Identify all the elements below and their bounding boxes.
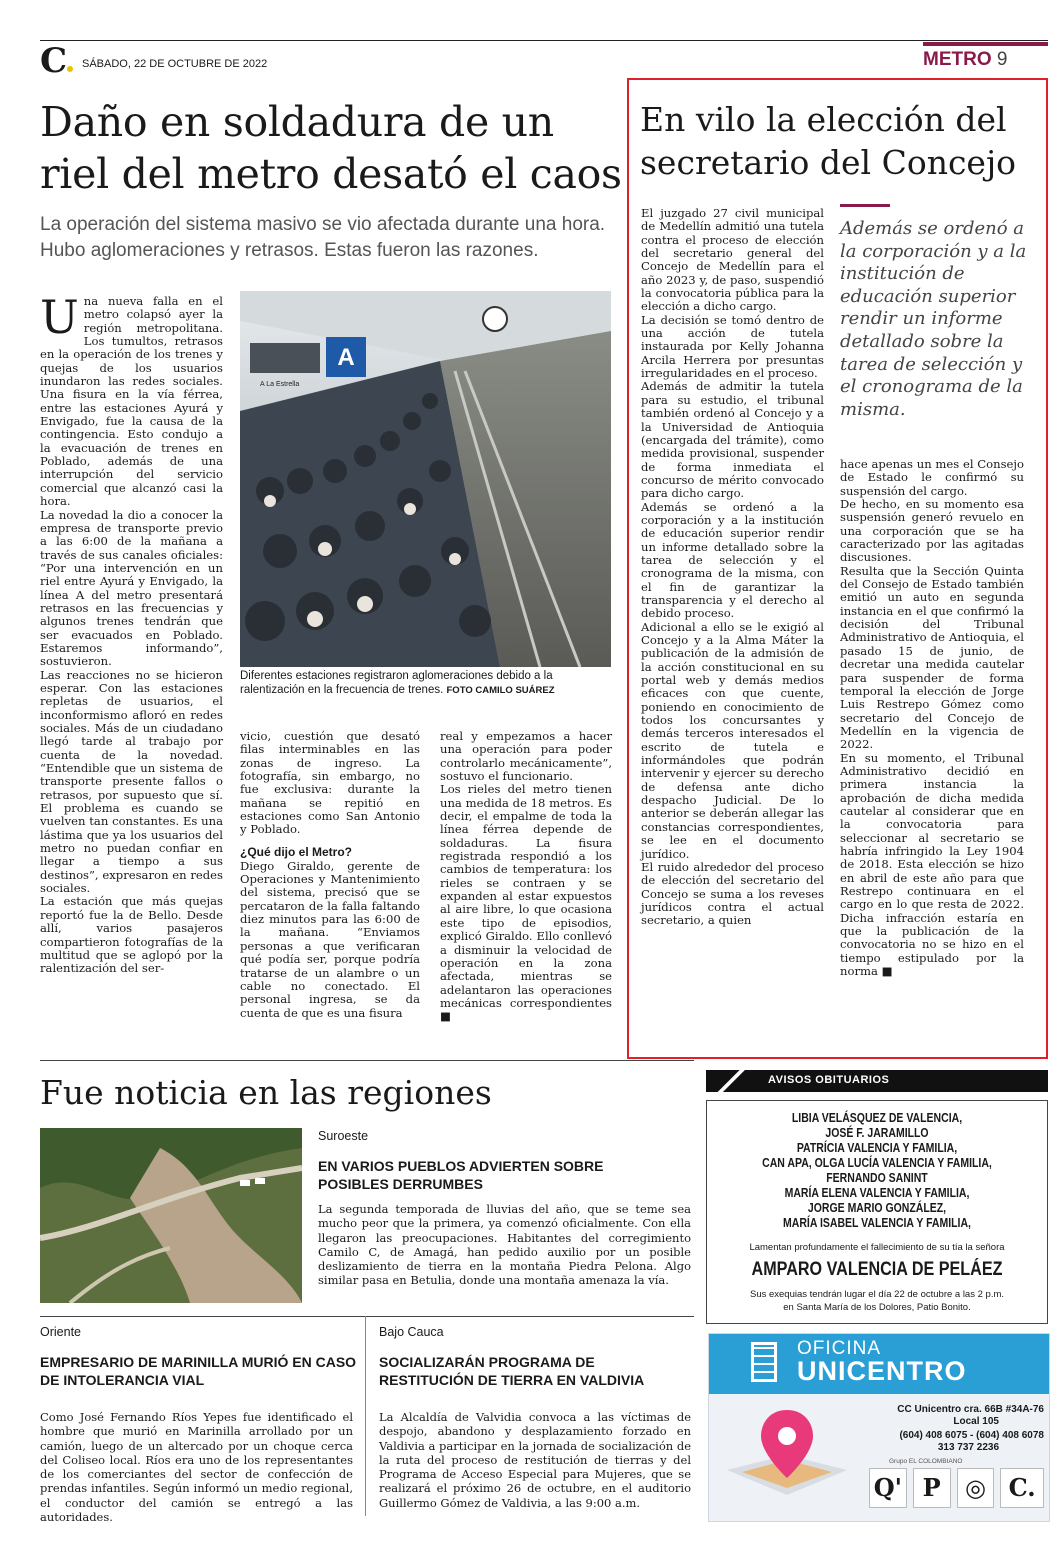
lead-col1-first: na nueva falla en el metro colapsó ayer la región metropolitana. Los tumultos, retrasos en la operación de los trenes y quejas de los usuarios inundaron las redes sociales. Una fisura en la vía férrea, entre las estaciones Ayurá y Envigado, fue la causa de la contingencia. Esto condujo a la evacuación de trenes en Poblado, además de una interrupción del servicio comercial que alcanzó casi la hora.: [40, 294, 223, 509]
side-pullquote: Además se ordenó a la corporación y a la institución de educación superior rendir un informe detallado sobre la tarea de selección y el cronograma de la misma.: [840, 218, 1027, 420]
regions-top-rule: [40, 1060, 694, 1061]
region-headline-suroeste: EN VARIOS PUEBLOS ADVIERTEN SOBRE POSIBLES DERRUMBES: [318, 1158, 604, 1192]
side-col2-text: hace apenas un mes el Consejo de Estado le confirmó su suspensión del cargo. De hecho, en su momento esa suspensión generó revuelo en una corporación que se ha caracterizado por las agitadas discusiones. Resulta que la Sección Quinta del Consejo de Estado también emitió un auto en segunda instancia en el que confirmó la decisión del Tribunal Administrativo de Antioquia, el pasado 15 de junio, de decretar una medida cautelar para suspender de forma temporal la elección de Jorge Luis Restrepo Gómez como secretario del Concejo de Medellín en la vigencia de 2022. En su momento, el Tribunal Administrativo decidió en primera instancia la aprobación de dicha medida cautelar al considerar que en la convocatoria para seleccionar al secretario se habría infringido la Ley 1904 de 2018. Esta elección se hizo en abril de este año para que Restrepo continuara en el cargo en lo que resta de 2022. Dicha infracción estaría en que la publicación de la convocatoria no se hizo en el tiempo estipulado por la norma ■: [840, 457, 1024, 979]
map-pin-icon: [717, 1400, 857, 1515]
region-headline-bajo-cauca: SOCIALIZARÁN PROGRAMA DE RESTITUCIÓN DE TIERRA EN VALDIVIA: [379, 1354, 645, 1388]
landslide-photo: [40, 1128, 302, 1303]
ad-title-small: OFICINA: [797, 1338, 882, 1359]
landslide-illustration: [40, 1128, 302, 1303]
section-label: [923, 49, 1007, 71]
newspaper-logo: C: [40, 44, 73, 78]
ad-title-big: UNICENTRO: [797, 1356, 967, 1386]
obituary-name-8: MARÍA ISABEL VALENCIA Y FAMILIA,: [783, 1215, 971, 1230]
lead-headline-line1: Daño en soldadura de un: [40, 98, 554, 146]
top-rule: [40, 40, 1048, 41]
obituary-name-3: PATRÍCIA VALENCIA Y FAMILIA,: [796, 1140, 958, 1155]
lead-col-3: [440, 730, 612, 1024]
lead-col2-text2: Diego Giraldo, gerente de Operaciones y Mantenimiento del sistema, precisó que se percataron de la falla faltando diez minutos para las 6:00 de la mañana. “Enviamos personas a que verificaran qué podía ser, porque podría tratarse de un alambre o un cable no conectado. El personal ingresa, se da cuenta de que es una fisura: [240, 858, 420, 1020]
region-label-oriente: Oriente: [40, 1325, 81, 1339]
region-label-suroeste: Suroeste: [318, 1129, 369, 1143]
obituary-header-bar: [706, 1070, 1048, 1092]
lead-col1-rest: La novedad la dio a conocer la empresa de transporte previo a las 6:00 de la mañana a través de sus canales oficiales: “Por una intervención en un riel entre Ayurá y Envigado, la línea A del metro presentará retrasos en las frecuencias y algunos trenes tendrán que ser evacuados en Poblado. Estaremos informando”, sostuvieron. Las reacciones no se hicieron esperar. Con las estaciones repletas de usuarios, el inconformismo afloró en redes sociales. Más de un ciudadano llegó tarde al trabajo por cuenta de la novedad. “Entendible que un sistema de transporte presente fallos o retrasos, por supuesto que sí. El problema es cuando se vuelven tan constantes. Es una lástima que ya los usuarios del metro no puedan confiar en llegar a tiempo a sus destinos”, expresaron en redes sociales. La estación que más quejas reportó fue la de Bello. Desde allí, varios pasajeros compartieron fotografías de la multitud que se aglopó por la ralentización del ser-: [40, 507, 223, 976]
obituary-deceased: AMPARO VALENCIA DE PELÁEZ: [751, 1259, 1003, 1280]
lead-headline: [40, 96, 630, 200]
obituary-lament: Lamentan profundamente el fallecimiento de su tía la señora: [749, 1242, 1005, 1253]
lead-col-2: [240, 730, 420, 1020]
side-headline-line2: secretario del Concejo: [640, 143, 1017, 182]
obituary-name-4: CAN APA, OLGA LUCÍA VALENCIA Y FAMILIA,: [762, 1155, 992, 1170]
side-headline: [640, 98, 1040, 184]
region-body-oriente: Como José Fernando Ríos Yepes fue identificado el hombre que murió en Marinilla arrollado por un camión, luego de un altercado por un choque cerca del Coliseo local. Ríos era uno de los representantes de los comerciantes del sector de confección de prendas infantiles. Según informó un medio regional, el conductor del camión se entregó a las autoridades.: [40, 1410, 353, 1525]
side-col1-text: El juzgado 27 civil municipal de Medellín admitió una tutela contra el proceso de elección del secretario general del Concejo de Medellín para el año 2023 y, de paso, suspendió la convocatoria pública para la elección a dicho cargo. La decisión se tomó dentro de una acción de tutela instaurada por Kelly Johanna Arcila Herrera por presuntas irregularidades en el proceso. Además de admitir la tutela para su estudio, el tribunal también ordenó al Concejo y a la Universidad de Antioquia (encargada del trámite), como medida provisional, suspender de forma inmediata el concurso de mérito convocado para dicho cargo. Además se ordenó a la corporación y a la institución de educación superior rendir un informe detallado sobre la tarea de selección y el cronograma de la misma, con el fin de garantizar la transparencia y el derecho al debido proceso. Adicional a ello se le exigió al Concejo y a la Alma Máter la publicación de la admisión de la acción constitucional en su portal web y demás medios eficaces con que cuente, poniendo en conocimiento de todos los concursantes y demás terceros interesados el escrito de tutela e informándoles que podrán intervenir y ejercer su derecho de defensa ante dicho despacho Judicial. De lo anterior se deberán allegar las constancias correspondientes, se lee en el documento jurídico. El ruido alrededor del proceso de elección del secretario del Concejo se suma a los reveses jurídicos contra el actual secretario, a quien: [641, 206, 824, 928]
regions-title: Fue noticia en las regiones: [40, 1073, 492, 1112]
brand-q: Q': [869, 1468, 907, 1508]
metro-crowd-photo: [240, 291, 611, 667]
lead-subhead: ¿Qué dijo el Metro?: [240, 844, 353, 859]
ad-brand-row: [869, 1468, 1044, 1510]
metro-direction-sign: A La Estrella: [260, 381, 300, 388]
metro-crowd-illustration: [240, 291, 611, 667]
obituary-name-2: JOSÉ F. JARAMILLO: [825, 1125, 929, 1140]
obituary-service-1: Sus exequias tendrán lugar el día 22 de octubre a las 2 p.m.: [749, 1289, 1005, 1300]
lead-headline-line2: riel del metro desató el caos: [40, 150, 622, 198]
region-body-suroeste: La segunda temporada de lluvias del año, que se teme sea mucho peor que la primera, ya comenzó oficialmente. Con ella llegaron las preocupaciones. Habitantes del corregimiento Camilo C, de Amagá, han pedido auxilio por un posible deslizamiento de tierra en la montaña Piedra Pelona. Algo similar pasa en Betulia, donde una montaña amenaza la vía.: [318, 1202, 691, 1288]
ad-address-2: Local 105: [953, 1416, 999, 1427]
station-clock-icon: [483, 307, 507, 331]
photo-caption-text: Diferentes estaciones registraron aglomeraciones debido a la ralentización en la frecuencia de trenes.: [240, 670, 553, 696]
building-icon: [751, 1342, 777, 1382]
region-headline-oriente: EMPRESARIO DE MARINILLA MURIÓ EN CASO DE INTOLERANCIA VIAL: [40, 1354, 357, 1388]
drop-cap: U: [40, 290, 79, 344]
obituary-name-5: FERNANDO SANINT: [826, 1170, 928, 1185]
section-bar: [923, 42, 1048, 46]
obituary-names: [706, 1110, 1048, 1230]
region-label-bajo-cauca: Bajo Cauca: [379, 1325, 444, 1339]
brand-c: C.: [1000, 1468, 1044, 1508]
obituary-name-1: LIBIA VELÁSQUEZ DE VALENCIA,: [791, 1110, 963, 1125]
side-headline-line1: En vilo la elección del: [640, 100, 1007, 139]
photo-credit: FOTO CAMILO SUÁREZ: [446, 685, 555, 696]
obituary-service-2: en Santa María de los Dolores, Patio Bonito.: [783, 1302, 971, 1313]
regions-mid-rule: [40, 1316, 694, 1317]
ad-group-label: Grupo EL COLOMBIANO: [889, 1458, 963, 1465]
metro-line-sign: A: [337, 344, 355, 371]
lead-col3-text: real y empezamos a hacer una operación para poder controlarlo mecánicamente”, sostuvo el funcionario. Los rieles del metro tienen una medida de 18 metros. Es decir, el empalme de toda la línea férrea depende de soldaduras. La fisura registrada respondió a los cambios de temperatura: los rieles se contraen y se expanden al estar expuestos al aire libre, lo que ocasiona este tipo de episodios, explicó Giraldo. Ello conllevó a disminuir la velocidad de operación en la zona afectada, mientras se adelantaron las operaciones mecánicas correspondientes ■: [440, 729, 612, 1024]
unicentro-ad: [708, 1333, 1050, 1522]
lead-col-1: [40, 290, 223, 976]
obituary-name-6: MARÍA ELENA VALENCIA Y FAMILIA,: [784, 1185, 970, 1200]
photo-caption: [240, 669, 615, 698]
side-col-2: [840, 458, 1024, 978]
side-accent-rule: [840, 204, 890, 207]
ad-whatsapp: 313 737 2236: [937, 1442, 999, 1453]
section-name: METRO: [923, 49, 992, 70]
obituary-name-7: JORGE MARIO GONZÁLEZ,: [807, 1200, 947, 1215]
brand-circle: ◎: [957, 1468, 995, 1508]
region-body-bajo-cauca: La Alcaldía de Valvidia convoca a las víctimas de despojo, abandono y desplazamiento forzado en Valdivia a participar en la jornada de socialización de la ruta del proceso de restitución de tierras y del Programa de Acceso Especial para Mujeres, que se realizará el próximo 26 de octubre, en el auditorio Guillermo Gómez de Valdivia, a las 9:00 a.m.: [379, 1410, 691, 1510]
logo-dot: [67, 66, 73, 72]
issue-date: SÁBADO, 22 DE OCTUBRE DE 2022: [82, 58, 268, 70]
side-col-1: [641, 207, 824, 928]
obituary-box: [706, 1070, 1048, 1324]
page-number: 9: [996, 49, 1008, 70]
regions-divider: [365, 1316, 366, 1516]
brand-p: P: [913, 1468, 951, 1508]
ad-address-1: CC Unicentro cra. 66B #34A-76: [897, 1404, 1044, 1415]
lead-col2-text: vicio, cuestión que desató filas interminables en las zonas de ingreso. La fotografía, sin embargo, no fue exclusiva: durante la mañana se repitió en estaciones como San Antonio y Poblado.: [240, 729, 420, 837]
obituary-header: AVISOS OBITUARIOS: [768, 1074, 890, 1086]
ad-phones: (604) 408 6075 - (604) 408 6078: [899, 1430, 1044, 1441]
lead-deck: La operación del sistema masivo se vio afectada durante una hora. Hubo aglomeraciones y retrasos. Estas fueron las razones.: [40, 214, 606, 261]
obituary-header-accent: [706, 1070, 758, 1092]
